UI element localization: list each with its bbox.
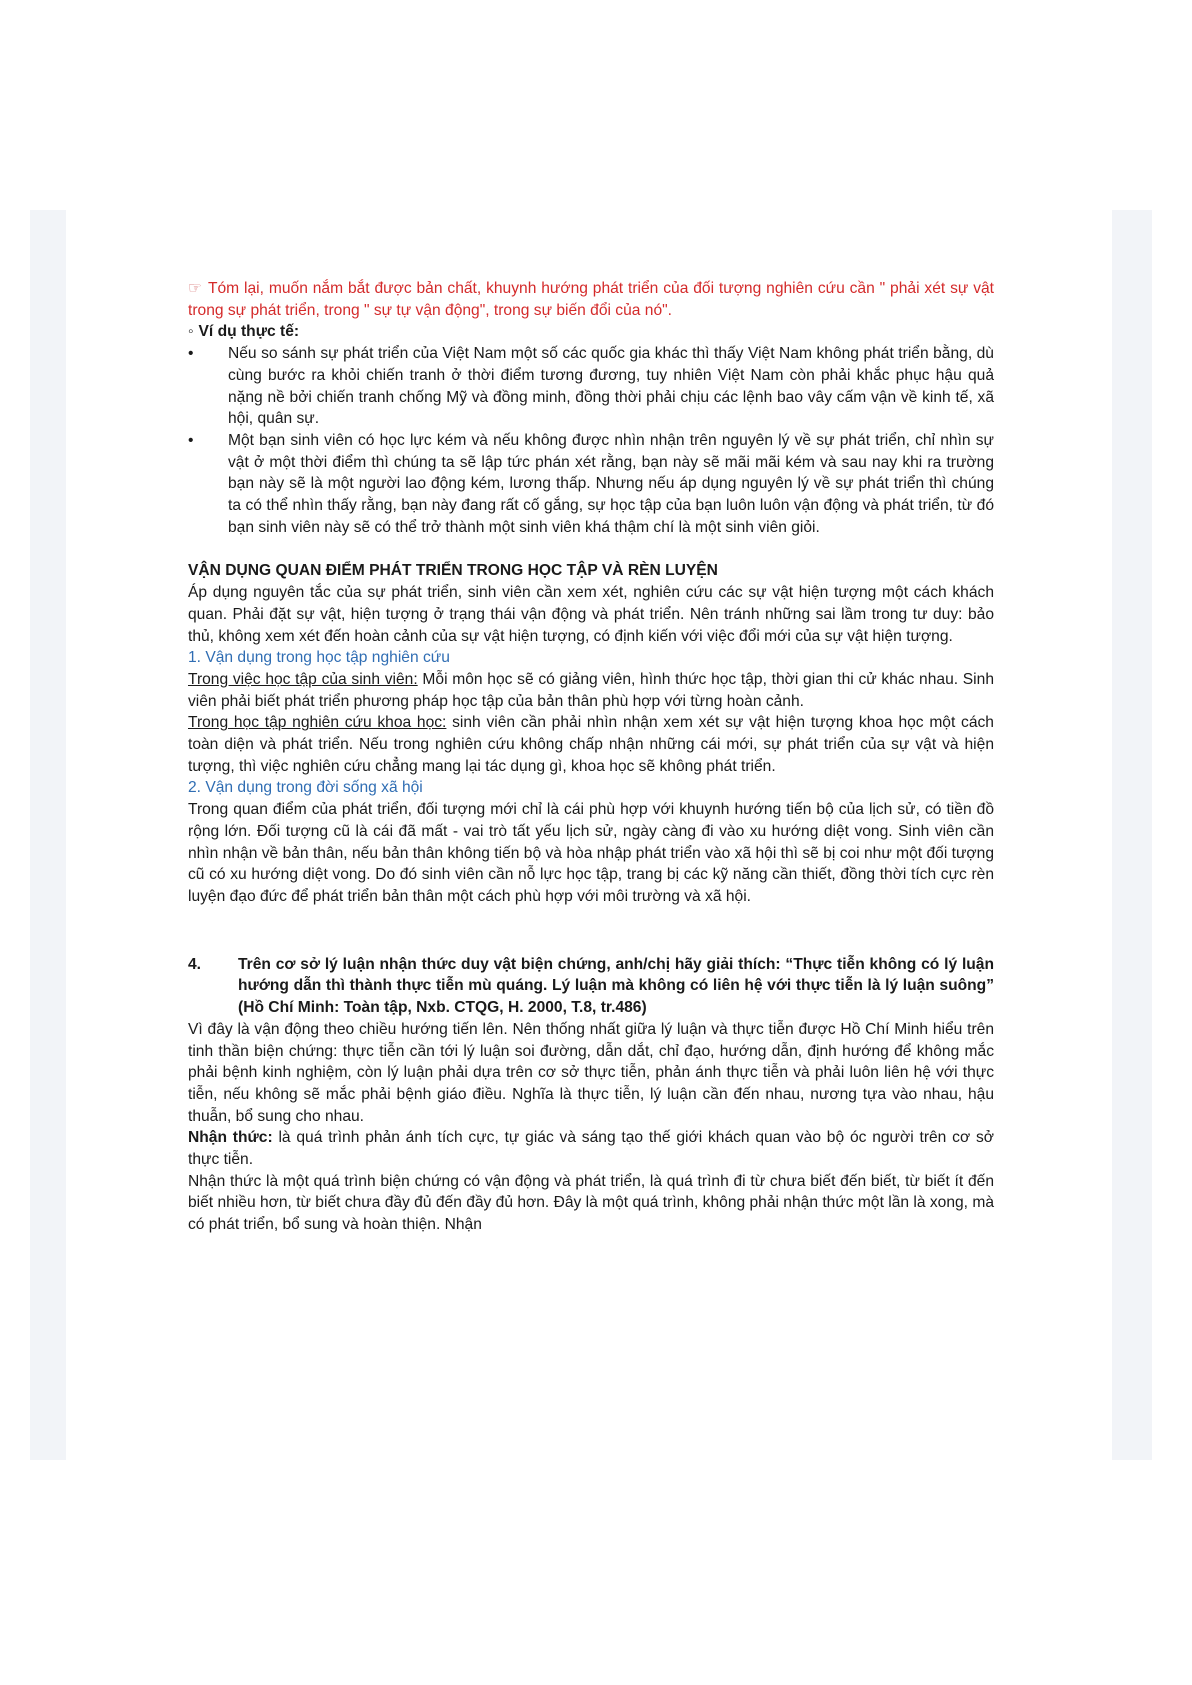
summary-paragraph: [188, 278, 994, 321]
example-heading: [188, 321, 994, 343]
question-text: Trên cơ sở lý luận nhận thức duy vật biện chứng, anh/chị hãy giải thích: “Thực tiễn không có lý luận hướng dẫn thì thành thực tiễn mù quáng. Lý luận mà không có liên hệ với thực tiễn là lý luận suông” (Hồ Chí Minh: Toàn tập, Nxb. CTQG, H. 2000, T.8, tr.486): [238, 955, 994, 1017]
pointing-hand-icon: ☞: [188, 280, 202, 297]
section-heading: VẬN DỤNG QUAN ĐIỂM PHÁT TRIỂN TRONG HỌC TẬP VÀ RÈN LUYỆN: [188, 562, 718, 580]
section-intro: Áp dụng nguyên tắc của sự phát triển, sinh viên cần xem xét, nghiên cứu các sự vật hiện tượng một cách khách quan. Phải đặt sự vật, hiện tượng ở trạng thái vận động và phát triển. Nên tránh những sai lầm trong tư duy: bảo thủ, không xem xét đến hoàn cảnh của sự vật hiện tượng, có định kiến với việc đổi mới của sự vật hiện tượng.: [188, 584, 994, 645]
list-item: [188, 430, 994, 539]
cognition-label: Nhận thức:: [188, 1129, 273, 1147]
example-heading-text: Ví dụ thực tế:: [198, 323, 300, 341]
bullet-icon: •: [188, 431, 194, 449]
research-paragraph: [188, 712, 994, 777]
summary-text: Tóm lại, muốn nắm bắt được bản chất, khuynh hướng phát triển của đối tượng nghiên cứu cần " phải xét sự vật trong sự phát triển, trong " sự tự vận động", trong sự biến đổi của nó".: [188, 280, 994, 319]
list-item: [188, 343, 994, 430]
research-label: Trong học tập nghiên cứu khoa học:: [188, 714, 447, 732]
subheading-social-life: 2. Vận dụng trong đời sống xã hội: [188, 779, 423, 797]
study-label: Trong việc học tập của sinh viên:: [188, 670, 418, 688]
study-text: Mỗi môn học sẽ có giảng viên, hình thức học tập, thời gian thi cử khác nhau. Sinh viên phải biết phát triển phương pháp học tập của bản thân phù hợp với từng hoàn cảnh.: [188, 670, 994, 710]
social-life-paragraph: Trong quan điểm của phát triển, đối tượng mới chỉ là cái phù hợp với khuynh hướng tiến bộ của lịch sử, có tiền đồ rộng lớn. Đối tượng cũ là cái đã mất - vai trò tất yếu lịch sử, ngày càng đi vào xu hướng diệt vong. Sinh viên cần nhìn nhận về bản thân, nếu bản thân không tiến bộ và hòa nhập phát triển vào xã hội thì sẽ bị coi như một đối tượng cũ có xu hướng diệt vong. Do đó sinh viên cần nỗ lực học tập, trang bị các kỹ năng cần thiết, đồng thời tích cực rèn luyện đạo đức để phát triển bản thân một cách phù hợp với môi trường và xã hội.: [188, 801, 994, 905]
answer-paragraph-1: Vì đây là vận động theo chiều hướng tiến lên. Nên thống nhất giữa lý luận và thực tiễn được Hồ Chí Minh hiểu trên tinh thần biện chứng: thực tiễn cần tới lý luận soi đường, dẫn dắt, chỉ đạo, hướng dẫn, định hướng để không mắc phải bệnh kinh nghiệm, còn lý luận phải dựa trên cơ sở thực tiễn, phản ánh thực tiễn và phải luôn liên hệ với thực tiễn, nếu không sẽ mắc phải bệnh giáo điều. Nghĩa là thực tiễn, lý luận cần đến nhau, nương tựa vào nhau, hậu thuẫn, bổ sung cho nhau.: [188, 1020, 994, 1125]
answer-paragraph-2: [188, 1127, 994, 1170]
cognition-text: là quá trình phản ánh tích cực, tự giác và sáng tạo thế giới khách quan vào bộ óc người trên cơ sở thực tiễn.: [188, 1129, 994, 1169]
example-list: [188, 343, 994, 538]
question-4: [188, 954, 994, 1019]
document-content: [188, 278, 994, 1236]
research-text: sinh viên cần phải nhìn nhận xem xét sự vật hiện tượng khoa học một cách toàn diện và phát triển. Nếu trong nghiên cứu không chấp nhận những cái mới, sự phát triển của sự vật và hiện tượng, thì việc nghiên cứu chẳng mang lại tác dụng gì, khoa học sẽ không phát triển.: [188, 714, 994, 775]
bullet-icon: •: [188, 345, 194, 363]
answer-paragraph-3: Nhận thức là một quá trình biện chứng có vận động và phát triển, là quá trình đi từ chưa biết đến biết, từ biết ít đến biết nhiều hơn, từ biết chưa đầy đủ đến đầy đủ hơn. Đây là một quá trình, không phải nhận thức một lần là xong, mà có phát triển, bổ sung và hoàn thiện. Nhận: [188, 1172, 994, 1234]
circle-bullet-icon: ◦: [188, 323, 194, 341]
question-number: 4.: [188, 955, 202, 973]
list-item-text: Một bạn sinh viên có học lực kém và nếu không được nhìn nhận trên nguyên lý về sự phát triển, chỉ nhìn sự vật ở một thời điểm thì chúng ta sẽ lập tức phán xét rằng, bạn này sẽ mãi mãi kém và sau nay khi ra trường bạn này sẽ là một người lao động kém, lương thấp. Nhưng nếu áp dụng nguyên lý về sự phát triển thì chúng ta có thể nhìn thấy rằng, bạn này đang rất cố gắng, sự học tập của bạn luôn luôn vận động và phát triển, từ đó bạn sinh viên này sẽ có thể trở thành một sinh viên khá thậm chí là một sinh viên giỏi.: [228, 431, 994, 536]
list-item-text: Nếu so sánh sự phát triển của Việt Nam một số các quốc gia khác thì thấy Việt Nam không phát triển bằng, dù cùng bước ra khỏi chiến tranh ở thời điểm tương đương, tuy nhiên Việt Nam còn phải khắc phục hậu quả nặng nề bởi chiến tranh chống Mỹ và đồng minh, đồng thời phải chịu các lệnh bao vây cấm vận về kinh tế, xã hội, quân sự.: [228, 345, 994, 428]
subheading-study: 1. Vận dụng trong học tập nghiên cứu: [188, 649, 450, 667]
study-paragraph: [188, 669, 994, 712]
